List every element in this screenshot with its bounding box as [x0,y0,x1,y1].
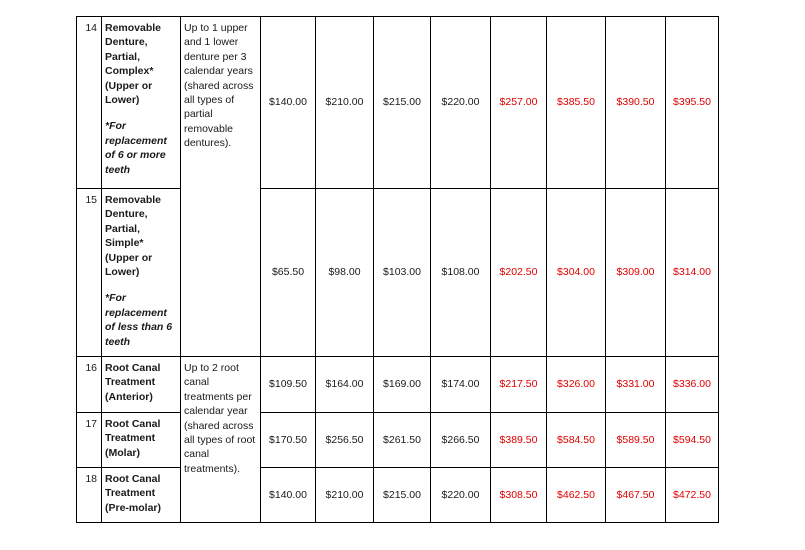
fee-cell-highlight: $584.50 [547,413,606,468]
table-row [77,189,719,357]
procedure-name [102,189,181,357]
fee-cell-highlight: $385.50 [547,17,606,189]
procedure-name [102,413,181,468]
procedure-label: Removable Denture, Partial, Simple* (Upper or Lower) [105,194,162,279]
fee-cell: $220.00 [431,468,491,523]
row-number: 18 [77,468,102,523]
procedure-name [102,468,181,523]
row-number: 14 [77,17,102,189]
fee-cell: $98.00 [316,189,374,357]
fee-cell: $103.00 [374,189,431,357]
procedure-label: Root Canal Treatment (Pre-molar) [105,473,162,514]
fee-cell-highlight: $217.50 [491,357,547,413]
procedure-name [102,357,181,413]
fee-cell-highlight: $308.50 [491,468,547,523]
fee-cell: $174.00 [431,357,491,413]
table-row [77,413,719,468]
table-row [77,357,719,413]
fee-cell-highlight: $395.50 [666,17,719,189]
table-row [77,468,719,523]
fee-cell-highlight: $314.00 [666,189,719,357]
procedure-note: *For replacement of 6 or more teeth [105,120,167,176]
frequency-limit-root-canal: Up to 2 root canal treatments per calendar year (shared across all types of root canal treatments). [181,357,261,523]
fee-cell-highlight: $326.00 [547,357,606,413]
fee-cell: $109.50 [261,357,316,413]
fee-cell: $164.00 [316,357,374,413]
fee-cell-highlight: $331.00 [606,357,666,413]
fee-cell-highlight: $336.00 [666,357,719,413]
procedure-note: *For replacement of less than 6 teeth [105,292,173,348]
fee-cell: $210.00 [316,17,374,189]
procedure-name [102,17,181,189]
fee-cell-highlight: $390.50 [606,17,666,189]
fee-cell: $140.00 [261,468,316,523]
procedure-label: Removable Denture, Partial, Complex* (Upper or Lower) [105,22,162,107]
fee-cell-highlight: $202.50 [491,189,547,357]
fee-cell: $140.00 [261,17,316,189]
fee-cell-highlight: $589.50 [606,413,666,468]
fee-cell-highlight: $257.00 [491,17,547,189]
table-row [77,17,719,189]
procedure-label: Root Canal Treatment (Anterior) [105,362,161,403]
fee-cell: $108.00 [431,189,491,357]
procedure-label: Root Canal Treatment (Molar) [105,418,161,459]
fee-cell-highlight: $472.50 [666,468,719,523]
fee-cell-highlight: $389.50 [491,413,547,468]
fee-cell: $210.00 [316,468,374,523]
fee-cell: $256.50 [316,413,374,468]
fee-cell: $215.00 [374,468,431,523]
fee-schedule-table [76,16,719,523]
fee-cell-highlight: $309.00 [606,189,666,357]
fee-cell: $65.50 [261,189,316,357]
fee-cell-highlight: $462.50 [547,468,606,523]
frequency-limit-denture: Up to 1 upper and 1 lower denture per 3 calendar years (shared across all types of partial removable dentures). [181,17,261,357]
row-number: 16 [77,357,102,413]
fee-cell-highlight: $304.00 [547,189,606,357]
fee-cell-highlight: $594.50 [666,413,719,468]
fee-cell: $266.50 [431,413,491,468]
row-number: 15 [77,189,102,357]
fee-cell: $220.00 [431,17,491,189]
fee-cell: $215.00 [374,17,431,189]
fee-cell: $170.50 [261,413,316,468]
fee-cell: $261.50 [374,413,431,468]
fee-cell: $169.00 [374,357,431,413]
row-number: 17 [77,413,102,468]
fee-cell-highlight: $467.50 [606,468,666,523]
